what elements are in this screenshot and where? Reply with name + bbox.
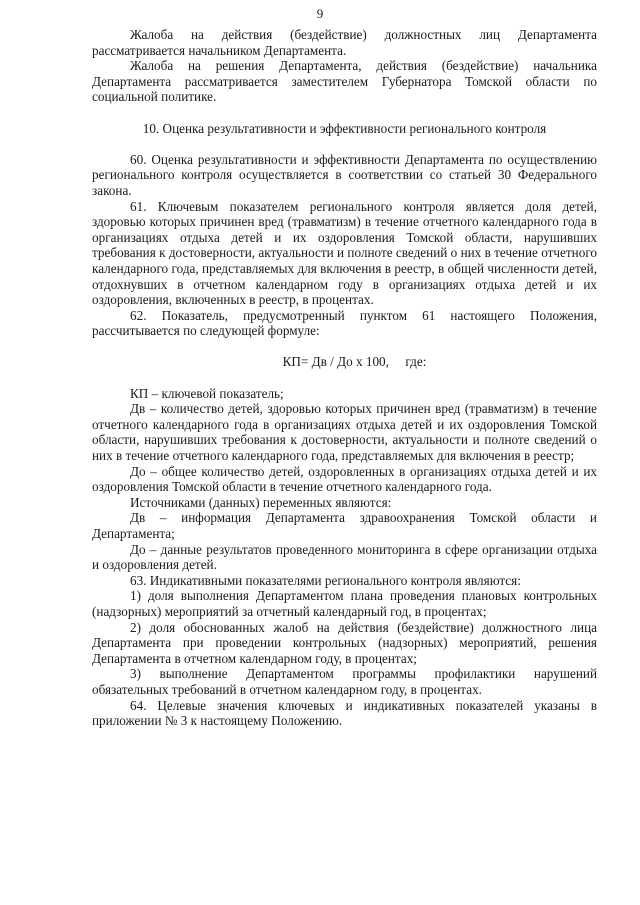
indicator-1: 1) доля выполнения Департаментом плана проведения плановых контрольных (надзорных) мероприятий за отчетный календарный год, в процентах; bbox=[92, 588, 597, 619]
definition-do: До – общее количество детей, оздоровленных в организациях отдыха детей и их оздоровления Томской области в течение отчетного календарного года. bbox=[92, 463, 597, 495]
paragraph-60: 60. Оценка результативности и эффективности Департамента по осуществлению регионального контроля осуществляется в соответствии со статьей 30 Федерального закона. bbox=[92, 151, 597, 198]
source-dv: Дв – информация Департамента здравоохранения Томской области и Департамента; bbox=[92, 510, 597, 541]
indicator-2: 2) доля обоснованных жалоб на действия (бездействие) должностного лица Департамента при проведении контрольных (надзорных) мероприятий, решения Департамента в отчетном календарном году, в процентах; bbox=[92, 619, 597, 666]
spacer bbox=[92, 339, 597, 355]
definition-dv: Дв – количество детей, здоровью которых причинен вред (травматизм) в течение отчетного календарного года в организациях отдыха детей и их оздоровления Томской области, нарушивших требования к достоверности, актуальности и полноте сведений о них в течение отчетного календарного года, представляемых для включения в реестр; bbox=[92, 401, 597, 464]
paragraph-63: 63. Индикативными показателями регионального контроля являются: bbox=[130, 572, 521, 588]
paragraph-62: 62. Показатель, предусмотренный пунктом 61 настоящего Положения, рассчитывается по следующей формуле: bbox=[92, 307, 597, 339]
formula: КП= Дв / До х 100, где: bbox=[282, 354, 427, 370]
spacer bbox=[92, 370, 597, 386]
spacer bbox=[92, 136, 597, 152]
paragraph-64: 64. Целевые значения ключевых и индикативных показателей указаны в приложении № 3 к настоящему Положению. bbox=[92, 697, 597, 729]
definition-kp: КП – ключевой показатель; bbox=[130, 385, 284, 401]
section-heading: 10. Оценка результативности и эффективности регионального контроля bbox=[142, 120, 547, 136]
paragraph-61: 61. Ключевым показателем регионального контроля является доля детей, здоровью которых причинен вред (травматизм) в течение отчетного календарного года в организациях отдыха детей и их оздоровления Томской области, нарушивших требования к достоверности, актуальности и полноте сведений о них в течение отчетного календарного года, представляемых для включения в реестр, в общей численности детей, отдохнувших в отчетном календарном году в организациях отдыха детей и их оздоровления, включенных в реестр, в процентах. bbox=[92, 198, 597, 308]
page-number: 9 bbox=[316, 6, 324, 21]
sources-heading: Источниками (данных) переменных являются: bbox=[130, 494, 392, 510]
paragraph-complaint-decisions: Жалоба на решения Департамента, действия (бездействие) начальника Департамента рассматривается заместителем Губернатора Томской области по социальной политике. bbox=[92, 58, 597, 105]
source-do: До – данные результатов проведенного мониторинга в сфере организации отдыха и оздоровления детей. bbox=[92, 541, 597, 573]
paragraph-complaint-officials: Жалоба на действия (бездействие) должностных лиц Департамента рассматривается начальником Департамента. bbox=[92, 27, 597, 58]
indicator-3: 3) выполнение Департаментом программы профилактики нарушений обязательных требований в отчетном календарном году, в процентах. bbox=[92, 666, 597, 697]
spacer bbox=[92, 105, 597, 121]
document-body bbox=[92, 27, 597, 729]
